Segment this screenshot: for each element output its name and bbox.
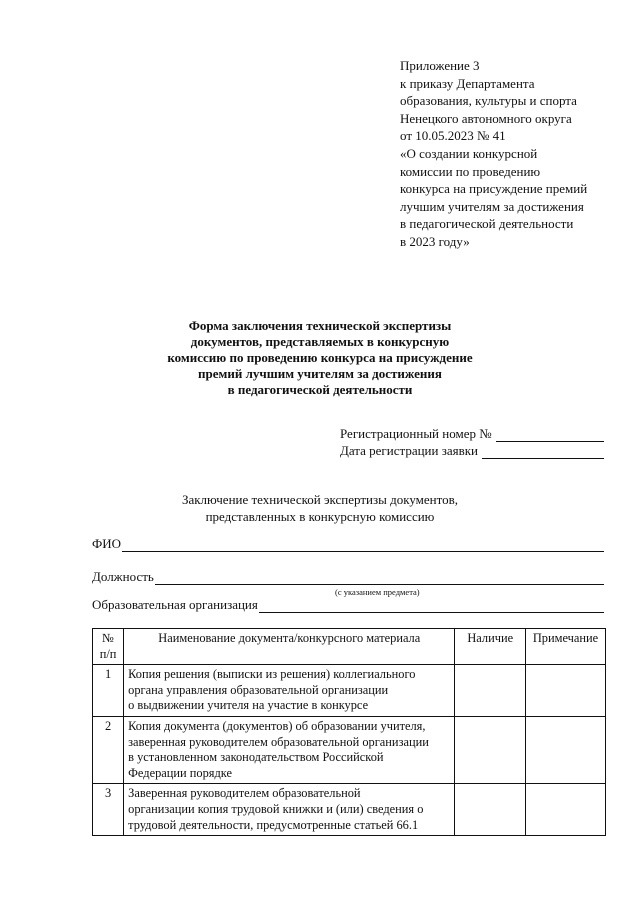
form-title-line: документов, представляемых в конкурсную — [190, 334, 450, 349]
appendix-line: образования, культуры и спорта — [400, 93, 577, 109]
document-name-line: о выдвижении учителя на участие в конкурсе — [128, 698, 369, 713]
document-name-line: органа управления образовательной организации — [128, 682, 389, 697]
form-title — [150, 318, 490, 398]
organization-row — [92, 597, 604, 613]
appendix-line: Приложение 3 — [400, 58, 480, 73]
registration-date-label: Дата регистрации заявки — [340, 443, 479, 458]
header-presence: Наличие — [455, 629, 526, 665]
form-title-line: комиссию по проведению конкурса на присуждение — [167, 350, 473, 365]
form-title-line: в педагогической деятельности — [227, 382, 413, 397]
document-name-line: заверенная руководителем образовательной организации — [128, 734, 429, 749]
document-name — [124, 716, 455, 783]
registration-number-field[interactable] — [496, 428, 604, 442]
note-cell[interactable] — [526, 716, 606, 783]
position-label: Должность — [92, 569, 154, 584]
organization-label: Образовательная организация — [92, 597, 258, 612]
row-number: 3 — [93, 784, 124, 836]
document-name-line: Копия документа (документов) об образовании учителя, — [128, 718, 426, 733]
document-name-line: организации копия трудовой книжки и (или) сведения о — [128, 801, 424, 816]
presence-cell[interactable] — [455, 665, 526, 717]
position-hint: (с указанием предмета) — [335, 587, 420, 597]
table-header-row — [93, 629, 606, 665]
appendix-line: лучшим учителям за достижения — [400, 198, 584, 214]
appendix-line: Ненецкого автономного округа — [400, 110, 572, 126]
document-name-line: трудовой деятельности, предусмотренные статьей 66.1 — [128, 817, 419, 832]
registration-number-row — [340, 425, 604, 442]
form-title-line: Форма заключения технической экспертизы — [188, 318, 452, 333]
header-num — [93, 629, 124, 665]
position-field[interactable] — [155, 571, 604, 585]
appendix-line: от 10.05.2023 № 41 — [400, 128, 506, 144]
appendix-line: в педагогической деятельности — [400, 216, 574, 232]
documents-table — [92, 628, 606, 836]
document-name-line: Федерации порядке — [128, 765, 232, 780]
document-name-line: в установленном законодательством Российской — [128, 750, 384, 765]
registration-date-field[interactable] — [482, 445, 604, 459]
note-cell[interactable] — [526, 665, 606, 717]
registration-date-row — [340, 442, 604, 459]
conclusion-title-line: представленных в конкурсную комиссию — [205, 509, 435, 524]
form-title-line: премий лучшим учителям за достижения — [198, 366, 442, 381]
appendix-line: к приказу Департамента — [400, 75, 535, 91]
appendix-line: «О создании конкурсной — [400, 145, 538, 161]
row-number: 2 — [93, 716, 124, 783]
document-name — [124, 784, 455, 836]
conclusion-title — [150, 491, 490, 525]
registration-block — [340, 425, 604, 459]
organization-field[interactable] — [259, 599, 604, 613]
table-row — [93, 716, 606, 783]
header-num-line: № — [102, 631, 114, 645]
fio-label: ФИО — [92, 536, 122, 551]
presence-cell[interactable] — [455, 784, 526, 836]
appendix-line: в 2023 году» — [400, 233, 470, 249]
fio-field[interactable] — [122, 538, 604, 552]
position-row — [92, 569, 604, 585]
header-num-line: п/п — [99, 646, 117, 661]
table-row — [93, 784, 606, 836]
row-number: 1 — [93, 665, 124, 717]
table-row — [93, 665, 606, 717]
presence-cell[interactable] — [455, 716, 526, 783]
appendix-line: конкурса на присуждение премий — [400, 181, 588, 197]
header-name: Наименование документа/конкурсного материала — [124, 629, 455, 665]
document-name — [124, 665, 455, 717]
document-name-line: Копия решения (выписки из решения) коллегиального — [128, 667, 416, 682]
conclusion-title-line: Заключение технической экспертизы документов, — [181, 492, 459, 507]
appendix-line: комиссии по проведению — [400, 163, 541, 179]
fio-row — [92, 536, 604, 552]
note-cell[interactable] — [526, 784, 606, 836]
document-name-line: Заверенная руководителем образовательной — [128, 786, 361, 801]
registration-number-label: Регистрационный номер № — [340, 426, 492, 441]
header-note: Примечание — [526, 629, 606, 665]
appendix-header — [400, 57, 620, 251]
